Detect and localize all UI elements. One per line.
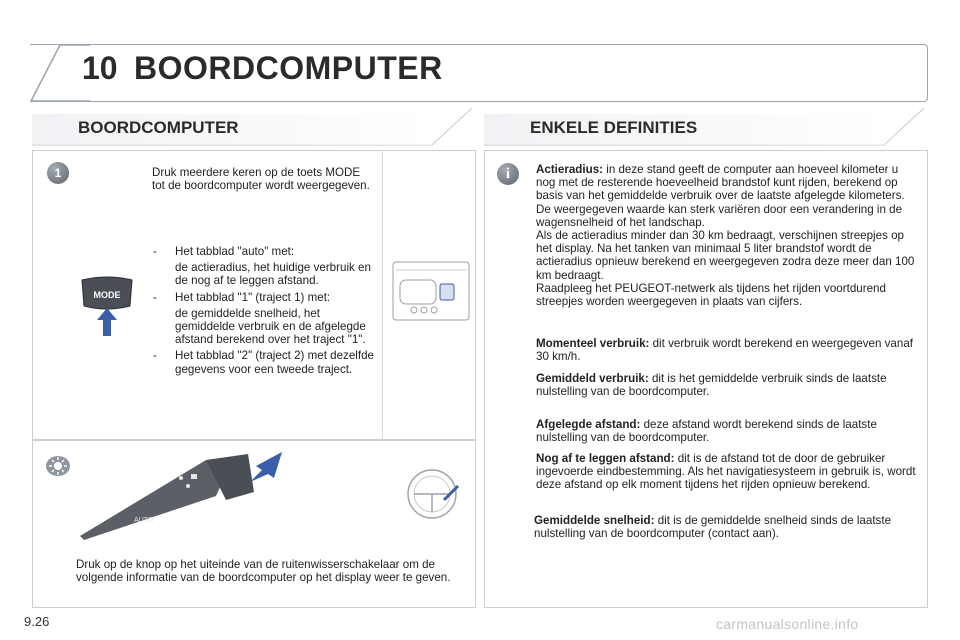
definition-term: Afgelegde afstand: — [536, 418, 641, 431]
mode-button-label: MODE — [93, 290, 121, 300]
definition-nog-af-te-leggen-afstand — [536, 452, 920, 492]
definition-text: dit verbruik wordt berekend en weergegeven vanaf 30 km/h. — [536, 337, 913, 364]
list-item-sub: de gemiddelde snelheid, het gemiddelde verbruik en de afgelegde afstand berekend over het traject "1". — [175, 306, 366, 347]
step1-badge: 1 — [47, 162, 69, 184]
definition-gemiddelde-snelheid — [534, 514, 918, 540]
step1-list — [153, 245, 377, 379]
list-item-dash: - — [153, 349, 157, 363]
definition-actieradius — [536, 163, 920, 308]
chapter-band-slant — [30, 44, 90, 102]
definition-gemiddeld-verbruik — [536, 372, 920, 398]
step1-intro: Druk meerdere keren op de toets MODE tot de boordcomputer wordt weergegeven. — [152, 166, 370, 193]
left-section-header — [32, 108, 476, 146]
definition-momenteel-verbruik — [536, 337, 920, 363]
stalk-auto-label: AUTO — [134, 517, 154, 524]
definition-text: dit is de afstand tot de door de gebruiker ingevoerde eindbestemming. Als het navigatiesysteem in gebruik is, wordt deze afstand op elk moment tijdens het rijden opnieuw berekend. — [536, 452, 916, 492]
list-item-head: Het tabblad "2" (traject 2) met dezelfde gegevens voor een tweede traject. — [175, 349, 374, 376]
list-item — [153, 349, 377, 375]
definition-term: Momenteel verbruik: — [536, 337, 650, 350]
blue-arrow-icon — [246, 448, 286, 484]
light-bulb-icon — [45, 455, 71, 477]
definition-text: in deze stand geeft de computer aan hoeveel kilometer u nog met de resterende hoeveelheid brandstof kunt rijden, berekend op basis van het gemiddelde verbruik over de laatste afgelegde kilometers. — [536, 163, 905, 203]
list-item — [153, 291, 377, 347]
mode-button-illustration — [80, 274, 134, 338]
step1-panel-divider — [382, 150, 383, 440]
page-number: 9.26 — [24, 614, 50, 629]
definition-extra: Als de actieradius minder dan 30 km bedraagt, verschijnen streepjes op het display. Na het tanken van minimaal 5 liter brandstof wordt de actieradius opnieuw berekend en weergegeven zodra deze meer dan 100 km bedraagt. — [536, 229, 915, 282]
list-item-sub: de actieradius, het huidige verbruik en de nog af te leggen afstand. — [175, 261, 371, 288]
definition-text: dit is de gemiddelde snelheid sinds de laatste nulstelling van de boordcomputer (contact aan). — [534, 514, 892, 541]
definition-extra: De weergegeven waarde kan sterk variëren door een verandering in de wagensnelheid of het landschap. — [536, 202, 903, 229]
left-section-title: BOORDCOMPUTER — [78, 118, 239, 137]
info-icon: i — [497, 163, 519, 185]
watermark: carmanualsonline.info — [716, 616, 859, 632]
definition-text: deze afstand wordt berekend sinds de laatste nulstelling van de boordcomputer. — [536, 418, 877, 445]
list-item — [153, 245, 377, 288]
list-item-dash: - — [153, 245, 157, 258]
steering-wheel-illustration — [404, 464, 460, 524]
chapter-number: 10 — [82, 50, 118, 86]
definition-extra: Raadpleeg het PEUGEOT-netwerk als tijdens het rijden voortdurend streepjes worden weergegeven in plaats van cijfers. — [536, 281, 886, 309]
step2-text: Druk op de knop op het uiteinde van de ruitenwisserschakelaar om de volgende informatie van de boordcomputer op het display weer te geven. — [76, 558, 451, 585]
right-section-title: ENKELE DEFINITIES — [530, 118, 698, 137]
definition-term: Nog af te leggen afstand: — [536, 452, 675, 465]
chapter-title: BOORDCOMPUTER — [134, 50, 443, 86]
dashboard-illustration — [392, 258, 470, 324]
definition-text: dit is het gemiddelde verbruik sinds de laatste nulstelling van de boordcomputer. — [536, 372, 887, 399]
list-item-dash: - — [153, 290, 157, 304]
list-item-head: Het tabblad "1" (traject 1) met: — [175, 290, 331, 304]
definition-term: Gemiddelde snelheid: — [534, 514, 655, 527]
definition-term: Actieradius: — [536, 163, 604, 176]
list-item-head: Het tabblad "auto" met: — [175, 245, 295, 258]
right-section-header — [484, 108, 928, 146]
definition-afgelegde-afstand — [536, 418, 920, 444]
definition-term: Gemiddeld verbruik: — [536, 372, 649, 385]
